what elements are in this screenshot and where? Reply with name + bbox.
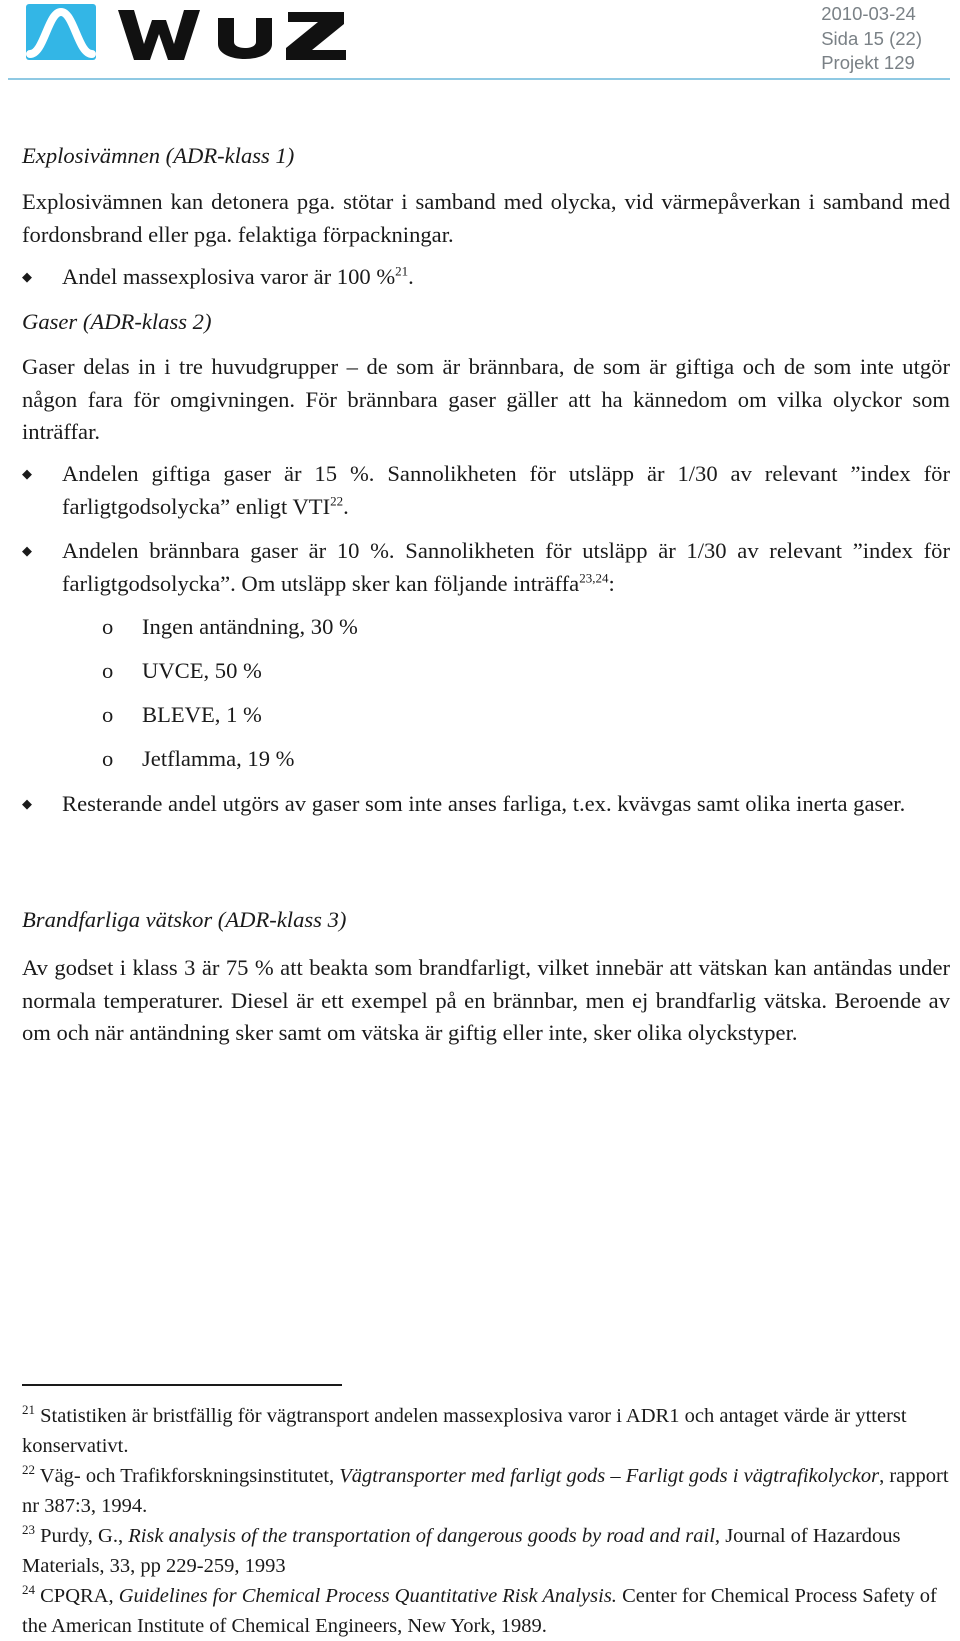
paragraph-liquids: Av godset i klass 3 är 75 % att beakta som brandfarligt, vilket innebär att vätskan kan antändas under normala temperaturer. Diesel är ett exempel på en brännbar, men ej brandfarlig vätska. Beroende av om och när antändning sker samt om vätska är giftig eller inte, sker olika olyckstyper. [22,955,950,1045]
sub-list-item: o UVCE, 50 % [102,655,262,687]
diamond-bullet-icon: ◆ [22,543,32,558]
paragraph-gases: Gaser delas in i tre huvudgrupper – de som är brännbara, de som är giftiga och de som inte utgör någon fara för omgivningen. För brännbara gaser gäller att ha kännedom om vilka olyckor som inträffar. [22,354,950,444]
bullet-text: Andel massexplosiva varor är 100 %$^{21}$. [62,263,414,289]
header-divider [8,78,950,80]
footnote-24: $^{24}$ CPQRA, Guidelines for Chemical Process Quantitative Risk Analysis. Center for Chemical Process Safety of the American Institute of Chemical Engineers, New York, 1989. [22,1582,937,1637]
footnote-23: $^{23}$ Purdy, G., Risk analysis of the transportation of dangerous goods by road and rail, Journal of Hazardous Materials, 33, pp 229-259, 1993 [22,1522,901,1577]
sub-list-item: o Ingen antändning, 30 % [102,611,358,643]
sub-list-item: o BLEVE, 1 % [102,699,262,731]
logo-mark-icon [26,4,96,60]
bullet-text: Andelen giftiga gaser är 15 %. Sannolikheten för utsläpp är 1/30 av relevant ”index för farligtgodsolycka” enligt VTI$^{22}$. [62,461,950,519]
document-meta [821,2,922,76]
circle-bullet-icon: o [102,614,114,639]
footnote-ref[interactable]: 22 [330,492,344,508]
sub-list-item: o Jetflamma, 19 % [102,743,294,775]
footnote-21: $^{21}$ Statistiken är bristfällig för vägtransport andelen massexplosiva varor i ADR1 och antaget värde är ytterst konservativt. [22,1402,907,1457]
circle-bullet-icon: o [102,658,114,683]
circle-bullet-icon: o [102,746,114,771]
company-logo [26,2,366,66]
diamond-bullet-icon: ◆ [22,269,32,284]
footnote-ref[interactable]: 23,24 [579,569,609,585]
footnote-divider [22,1384,342,1386]
footnote-22: $^{22}$ Väg- och Trafikforskningsinstitutet, Vägtransporter med farligt gods – Farligt gods i vägtrafikolyckor, rapport nr 387:3, 1994. [22,1462,949,1517]
document-date: 2010-03-24 [821,3,916,24]
section-heading-liquids: Brandfarliga vätskor (ADR-klass 3) [22,907,347,932]
section-heading-explosives: Explosivämnen (ADR-klass 1) [22,143,295,168]
diamond-bullet-icon: ◆ [22,466,32,481]
bullet-text: Resterande andel utgörs av gaser som inte anses farliga, t.ex. kvävgas samt olika inerta gaser. [62,791,906,816]
bullet-text: Andelen brännbara gaser är 10 %. Sannolikheten för utsläpp är 1/30 av relevant ”index för farligtgodsolycka”. Om utsläpp sker kan följande inträffa$^{23,24}$: [62,538,950,596]
footnote-ref[interactable]: 21 [395,263,409,279]
page-number: Sida 15 (22) [821,27,922,49]
circle-bullet-icon: o [102,702,114,727]
project-number: Projekt 129 [821,52,915,73]
section-heading-gases: Gaser (ADR-klass 2) [22,309,212,334]
paragraph-explosives: Explosivämnen kan detonera pga. stötar i samband med olycka, vid värmepåverkan i samband med fordonsbrand eller pga. felaktiga förpackningar. [22,189,950,247]
diamond-bullet-icon: ◆ [22,796,32,811]
logo-wordmark [118,10,346,60]
